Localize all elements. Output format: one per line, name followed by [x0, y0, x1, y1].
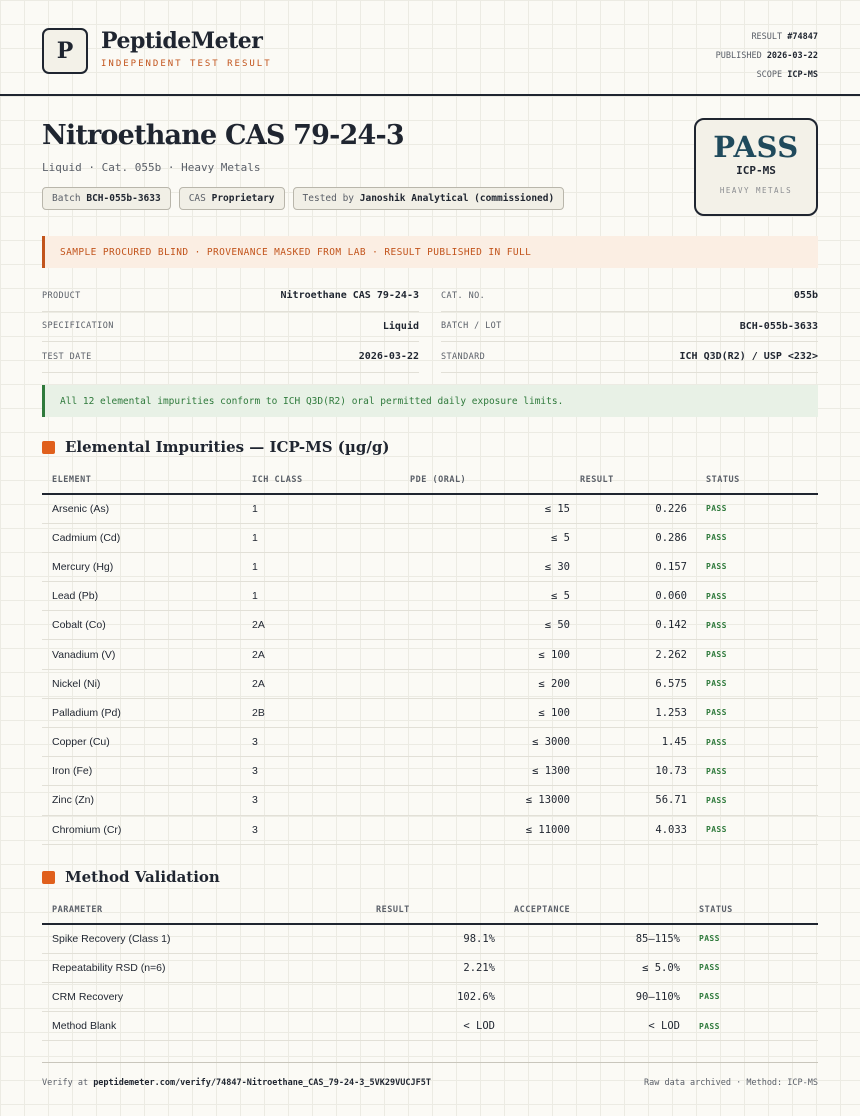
- pde-cell: ≤ 1300: [400, 757, 570, 786]
- table-row: [42, 611, 818, 640]
- table-header-row: [42, 897, 818, 924]
- table-row: [42, 786, 818, 815]
- validation-heading: [42, 868, 220, 886]
- table-row: [42, 1012, 818, 1041]
- col-header: STATUS: [680, 897, 818, 924]
- info-key: CAT. NO.: [441, 290, 486, 301]
- status-badge: PASS: [687, 698, 818, 727]
- col-header: ICH CLASS: [242, 467, 400, 494]
- pde-cell: ≤ 50: [400, 611, 570, 640]
- parameter-cell: Repeatability RSD (n=6): [42, 953, 342, 982]
- result-cell: 0.157: [570, 552, 687, 581]
- table-row: [42, 698, 818, 727]
- status-badge: PASS: [687, 728, 818, 757]
- published-label: PUBLISHED: [715, 51, 762, 61]
- table-row: [42, 953, 818, 982]
- col-header: PARAMETER: [42, 897, 342, 924]
- pde-cell: ≤ 11000: [400, 815, 570, 844]
- info-key: PRODUCT: [42, 290, 81, 301]
- class-cell: 2A: [242, 669, 400, 698]
- conformance-banner: All 12 elemental impurities conform to ICH Q3D(R2) oral permitted daily exposure limits.: [42, 385, 818, 417]
- info-cell-product: [42, 281, 419, 312]
- cas-chip: [179, 187, 285, 210]
- result-cell: 98.1%: [342, 924, 495, 953]
- element-cell: Chromium (Cr): [42, 815, 242, 844]
- status-badge: PASS: [687, 815, 818, 844]
- verify-text: [42, 1078, 431, 1088]
- pde-cell: ≤ 3000: [400, 728, 570, 757]
- info-cell-specification: [42, 312, 419, 343]
- stamp-method: ICP-MS: [736, 164, 776, 177]
- chip-label: Tested by: [302, 193, 355, 204]
- result-cell: 0.060: [570, 582, 687, 611]
- report-header: [0, 0, 860, 96]
- verify-link[interactable]: peptidemeter.com/verify/74847-Nitroethane_CAS_79-24-3_5VK29VUCJF5T: [93, 1078, 431, 1088]
- class-cell: 2A: [242, 640, 400, 669]
- pde-cell: ≤ 5: [400, 523, 570, 552]
- impurities-heading: [42, 438, 389, 456]
- section-marker-icon: [42, 871, 55, 884]
- brand-name: PeptideMeter: [101, 28, 263, 54]
- element-cell: Zinc (Zn): [42, 786, 242, 815]
- element-cell: Cobalt (Co): [42, 611, 242, 640]
- pde-cell: ≤ 15: [400, 494, 570, 523]
- section-marker-icon: [42, 441, 55, 454]
- pde-cell: ≤ 100: [400, 640, 570, 669]
- class-cell: 3: [242, 815, 400, 844]
- status-badge: PASS: [687, 786, 818, 815]
- result-label: RESULT: [751, 32, 783, 42]
- chip-label: CAS: [188, 193, 206, 204]
- pass-stamp: [694, 118, 818, 216]
- page-subtitle: Liquid · Cat. 055b · Heavy Metals: [42, 161, 261, 174]
- element-cell: Copper (Cu): [42, 728, 242, 757]
- element-cell: Mercury (Hg): [42, 552, 242, 581]
- status-badge: PASS: [680, 924, 818, 953]
- pde-cell: ≤ 100: [400, 698, 570, 727]
- result-cell: 0.286: [570, 523, 687, 552]
- tested-by-chip: [293, 187, 565, 210]
- info-row: [42, 312, 818, 343]
- table-row: [42, 523, 818, 552]
- info-value: 055b: [793, 290, 818, 302]
- table-row: [42, 924, 818, 953]
- table-row: [42, 728, 818, 757]
- class-cell: 3: [242, 728, 400, 757]
- status-badge: PASS: [687, 552, 818, 581]
- impurities-table: [42, 467, 818, 845]
- info-key: BATCH / LOT: [441, 321, 502, 332]
- status-badge: PASS: [687, 640, 818, 669]
- element-cell: Iron (Fe): [42, 757, 242, 786]
- table-row: [42, 757, 818, 786]
- parameter-cell: CRM Recovery: [42, 982, 342, 1011]
- result-cell: 2.262: [570, 640, 687, 669]
- status-badge: PASS: [687, 523, 818, 552]
- table-row: [42, 582, 818, 611]
- status-badge: PASS: [680, 982, 818, 1011]
- result-cell: 56.71: [570, 786, 687, 815]
- class-cell: 2A: [242, 611, 400, 640]
- info-row: [42, 342, 818, 373]
- result-cell: 0.142: [570, 611, 687, 640]
- acceptance-cell: 90–110%: [495, 982, 680, 1011]
- chip-value: Janoshik Analytical (commissioned): [359, 193, 555, 204]
- section-title: Elemental Impurities — ICP-MS (µg/g): [65, 438, 390, 456]
- col-header: ACCEPTANCE: [495, 897, 680, 924]
- chip-value: BCH-055b-3633: [86, 193, 161, 204]
- status-badge: PASS: [687, 494, 818, 523]
- result-cell: 10.73: [570, 757, 687, 786]
- info-value: Nitroethane CAS 79-24-3: [280, 290, 419, 302]
- status-badge: PASS: [687, 611, 818, 640]
- element-cell: Nickel (Ni): [42, 669, 242, 698]
- archive-note: Raw data archived · Method: ICP-MS: [644, 1078, 818, 1088]
- acceptance-cell: < LOD: [495, 1012, 680, 1041]
- info-value: Liquid: [382, 320, 419, 332]
- result-cell: 4.033: [570, 815, 687, 844]
- class-cell: 3: [242, 757, 400, 786]
- pde-cell: ≤ 5: [400, 582, 570, 611]
- report-footer: [42, 1062, 818, 1088]
- element-cell: Lead (Pb): [42, 582, 242, 611]
- class-cell: 1: [242, 523, 400, 552]
- chip-value: Proprietary: [211, 193, 275, 204]
- batch-chip: [42, 187, 171, 210]
- info-cell-batch: [441, 312, 818, 343]
- pde-cell: ≤ 30: [400, 552, 570, 581]
- element-cell: Cadmium (Cd): [42, 523, 242, 552]
- page-title: Nitroethane CAS 79-24-3: [42, 120, 404, 151]
- col-header: PDE (ORAL): [400, 467, 570, 494]
- parameter-cell: Spike Recovery (Class 1): [42, 924, 342, 953]
- info-cell-test-date: [42, 342, 419, 373]
- published-date: 2026-03-22: [766, 51, 818, 61]
- info-value: BCH-055b-3633: [739, 320, 818, 332]
- result-cell: 1.45: [570, 728, 687, 757]
- report-meta: [716, 28, 818, 85]
- class-cell: 1: [242, 552, 400, 581]
- table-row: [42, 494, 818, 523]
- info-key: SPECIFICATION: [42, 321, 114, 332]
- status-badge: PASS: [687, 669, 818, 698]
- status-badge: PASS: [687, 582, 818, 611]
- validation-table: [42, 897, 818, 1041]
- brand-tagline: INDEPENDENT TEST RESULT: [101, 59, 272, 69]
- class-cell: 1: [242, 494, 400, 523]
- result-cell: 6.575: [570, 669, 687, 698]
- pde-cell: ≤ 13000: [400, 786, 570, 815]
- info-key: STANDARD: [441, 351, 486, 362]
- class-cell: 1: [242, 582, 400, 611]
- info-grid: [42, 281, 818, 373]
- result-cell: 2.21%: [342, 953, 495, 982]
- info-row: [42, 281, 818, 312]
- class-cell: 3: [242, 786, 400, 815]
- col-header: RESULT: [570, 467, 687, 494]
- info-value: 2026-03-22: [358, 351, 419, 363]
- table-row: [42, 669, 818, 698]
- provenance-banner: SAMPLE PROCURED BLIND · PROVENANCE MASKED FROM LAB · RESULT PUBLISHED IN FULL: [42, 236, 818, 268]
- element-cell: Arsenic (As): [42, 494, 242, 523]
- table-row: [42, 815, 818, 844]
- table-row: [42, 982, 818, 1011]
- result-cell: 0.226: [570, 494, 687, 523]
- element-cell: Palladium (Pd): [42, 698, 242, 727]
- logo: P: [42, 28, 88, 74]
- result-number: #74847: [787, 32, 818, 42]
- stamp-category: HEAVY METALS: [719, 186, 793, 195]
- chip-label: Batch: [52, 193, 81, 204]
- col-header: STATUS: [687, 467, 818, 494]
- element-cell: Vanadium (V): [42, 640, 242, 669]
- result-cell: 1.253: [570, 698, 687, 727]
- table-row: [42, 552, 818, 581]
- parameter-cell: Method Blank: [42, 1012, 342, 1041]
- scope-value: ICP-MS: [787, 70, 818, 80]
- info-value: ICH Q3D(R2) / USP <232>: [679, 351, 818, 363]
- table-header-row: [42, 467, 818, 494]
- info-key: TEST DATE: [42, 351, 92, 362]
- table-row: [42, 640, 818, 669]
- status-badge: PASS: [680, 953, 818, 982]
- class-cell: 2B: [242, 698, 400, 727]
- info-cell-cat-no: [441, 281, 818, 312]
- acceptance-cell: 85–115%: [495, 924, 680, 953]
- stamp-verdict: PASS: [713, 130, 799, 164]
- status-badge: PASS: [687, 757, 818, 786]
- acceptance-cell: ≤ 5.0%: [495, 953, 680, 982]
- col-header: RESULT: [342, 897, 495, 924]
- result-cell: < LOD: [342, 1012, 495, 1041]
- scope-label: SCOPE: [756, 70, 783, 80]
- pde-cell: ≤ 200: [400, 669, 570, 698]
- result-cell: 102.6%: [342, 982, 495, 1011]
- col-header: ELEMENT: [42, 467, 242, 494]
- section-title: Method Validation: [65, 868, 220, 886]
- verify-label: Verify at: [42, 1078, 89, 1088]
- status-badge: PASS: [680, 1012, 818, 1041]
- info-cell-standard: [441, 342, 818, 373]
- chip-row: [42, 187, 564, 210]
